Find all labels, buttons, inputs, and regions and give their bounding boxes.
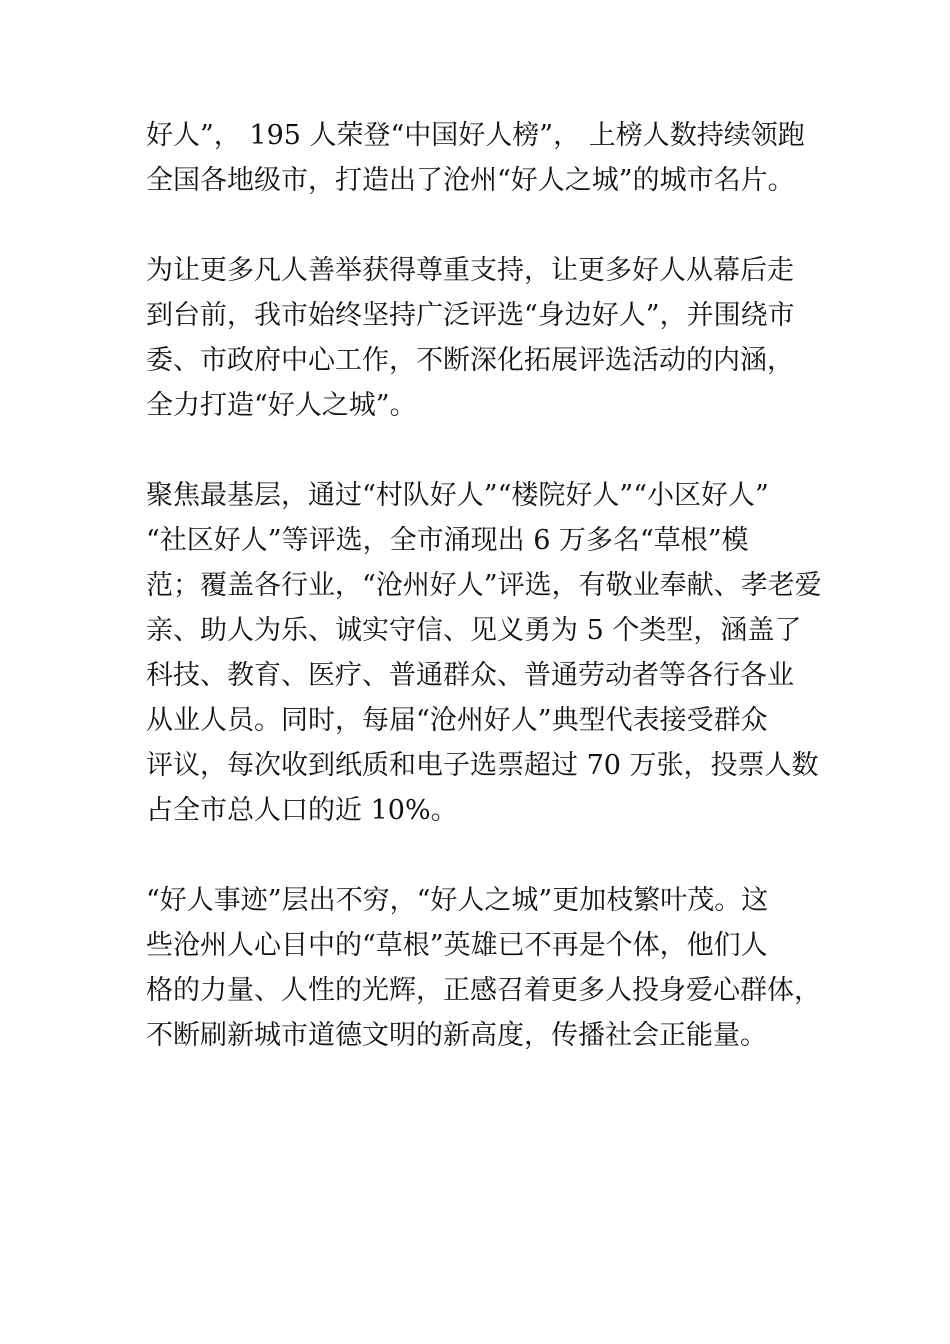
text-line: 从业人员。同时，每届“沧州好人”典型代表接受群众 [146, 705, 768, 736]
text-line: “社区好人”等评选，全市涌现出 6 万多名“草根”模 [146, 525, 749, 556]
text-line: 聚焦最基层，通过“村队好人”“楼院好人”“小区好人” [146, 480, 769, 511]
paragraph-1 [146, 113, 836, 203]
text-line: 些沧州人心目中的“草根”英雄已不再是个体，他们人 [146, 930, 768, 961]
text-line: 好人”， 195 人荣登“中国好人榜”， 上榜人数持续领跑 [146, 120, 805, 151]
text-line: 亲、助人为乐、诚实守信、见义勇为 5 个类型，涵盖了 [146, 615, 802, 646]
paragraph-2 [146, 248, 836, 428]
text-line: 全力打造“好人之城”。 [146, 390, 417, 421]
text-line: 委、市政府中心工作，不断深化拓展评选活动的内涵， [146, 345, 794, 376]
document-body [146, 113, 836, 1103]
paragraph-4 [146, 878, 836, 1058]
text-line: “好人事迹”层出不穷，“好人之城”更加枝繁叶茂。这 [146, 885, 769, 916]
text-line: 范；覆盖各行业，“沧州好人”评选，有敬业奉献、孝老爱 [146, 570, 822, 601]
text-line: 不断刷新城市道德文明的新高度，传播社会正能量。 [146, 1020, 767, 1051]
text-line: 占全市总人口的近 10%。 [146, 795, 458, 826]
text-line: 科技、教育、医疗、普通群众、普通劳动者等各行各业 [146, 660, 794, 691]
text-line: 到台前，我市始终坚持广泛评选“身边好人”，并围绕市 [146, 300, 795, 331]
text-line: 评议，每次收到纸质和电子选票超过 70 万张，投票人数 [146, 750, 819, 781]
text-line: 全国各地级市，打造出了沧州“好人之城”的城市名片。 [146, 165, 795, 196]
text-line: 格的力量、人性的光辉，正感召着更多人投身爱心群体， [146, 975, 821, 1006]
paragraph-3 [146, 473, 836, 833]
text-line: 为让更多凡人善举获得尊重支持，让更多好人从幕后走 [146, 255, 794, 286]
